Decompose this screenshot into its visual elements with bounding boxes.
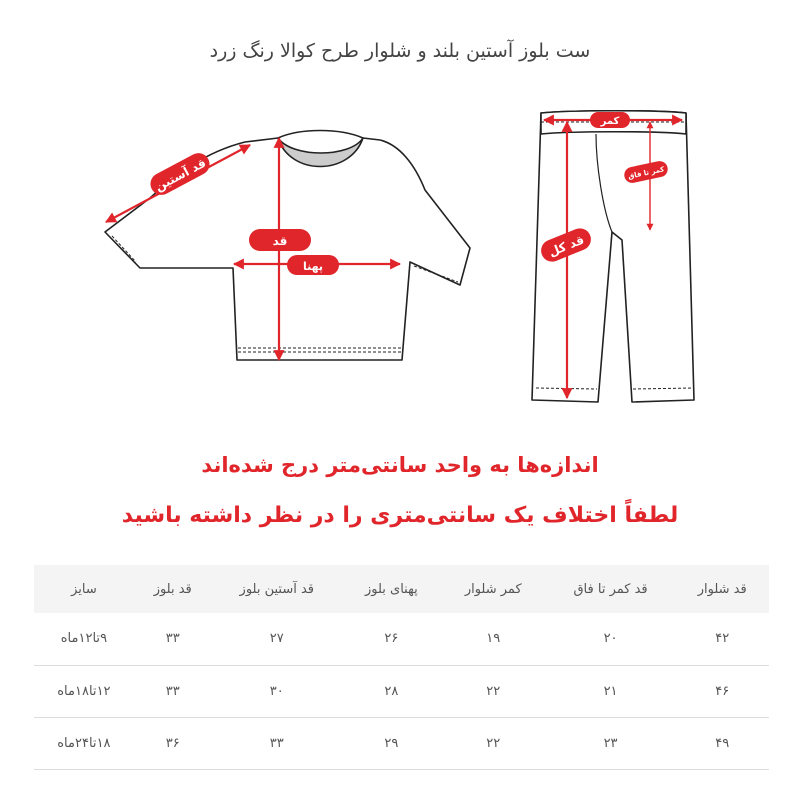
- height-label: [249, 229, 311, 251]
- table-row: [34, 717, 769, 769]
- table-cell: ۲۹: [384, 735, 399, 751]
- table-cell: ۳۳: [165, 631, 180, 647]
- table-cell: ۲۷: [269, 631, 284, 647]
- header-shirt-length: قد بلوز: [153, 581, 192, 597]
- table-header-row: [34, 565, 769, 613]
- table-cell: ۴۹: [715, 735, 730, 751]
- table-cell: ۲۲: [486, 683, 501, 699]
- header-pants-length: قد شلوار: [697, 581, 747, 597]
- table-cell: ۴۶: [715, 683, 730, 699]
- header-pants-waist: کمر شلوار: [464, 581, 522, 597]
- header-sleeve-length: قد آستین بلوز: [239, 581, 315, 597]
- svg-text:کمر تا فاق: کمر تا فاق: [627, 165, 666, 181]
- width-label: [287, 255, 339, 275]
- tolerance-note: لطفاً اختلاف یک سانتی‌متری را در نظر داشته باشید: [121, 503, 679, 528]
- page-title: ست بلوز آستین بلند و شلوار طرح کوالا رنگ زرد: [209, 40, 591, 62]
- table-cell: ۳۳: [165, 683, 180, 699]
- table-cell: ۳۶: [165, 735, 180, 751]
- units-note: اندازه‌ها به واحد سانتی‌متر درج شده‌اند: [201, 453, 599, 477]
- table-cell: ۲۰: [603, 631, 618, 647]
- table-cell: ۱۲تا۱۸ماه: [57, 683, 111, 699]
- table-cell: ۹تا۱۲ماه: [60, 631, 108, 647]
- table-cell: ۴۲: [715, 631, 730, 647]
- table-cell: ۲۳: [603, 735, 618, 751]
- table-row: [34, 613, 769, 665]
- table-cell: ۲۲: [486, 735, 501, 751]
- svg-text:پهنا: پهنا: [302, 260, 324, 273]
- table-cell: ۱۸تا۲۴ماه: [57, 735, 111, 751]
- table-row: [34, 665, 769, 717]
- table-cell: ۲۸: [384, 683, 399, 699]
- waist-label: [590, 112, 630, 128]
- header-size: سایز: [71, 581, 97, 597]
- header-rise: قد کمر تا فاق: [573, 581, 648, 597]
- table-cell: ۲۱: [603, 683, 618, 699]
- svg-text:قد کل: قد کل: [546, 232, 586, 260]
- table-cell: ۱۹: [486, 631, 501, 647]
- header-shirt-width: پهنای بلوز: [365, 581, 418, 597]
- table-cell: ۳۳: [269, 735, 284, 751]
- svg-text:کمر: کمر: [600, 116, 620, 127]
- table-cell: ۳۰: [269, 683, 284, 699]
- svg-text:قد: قد: [272, 234, 288, 248]
- table-cell: ۲۶: [384, 631, 399, 647]
- svg-text:قد آستین: قد آستین: [152, 155, 209, 195]
- size-table: [34, 565, 769, 770]
